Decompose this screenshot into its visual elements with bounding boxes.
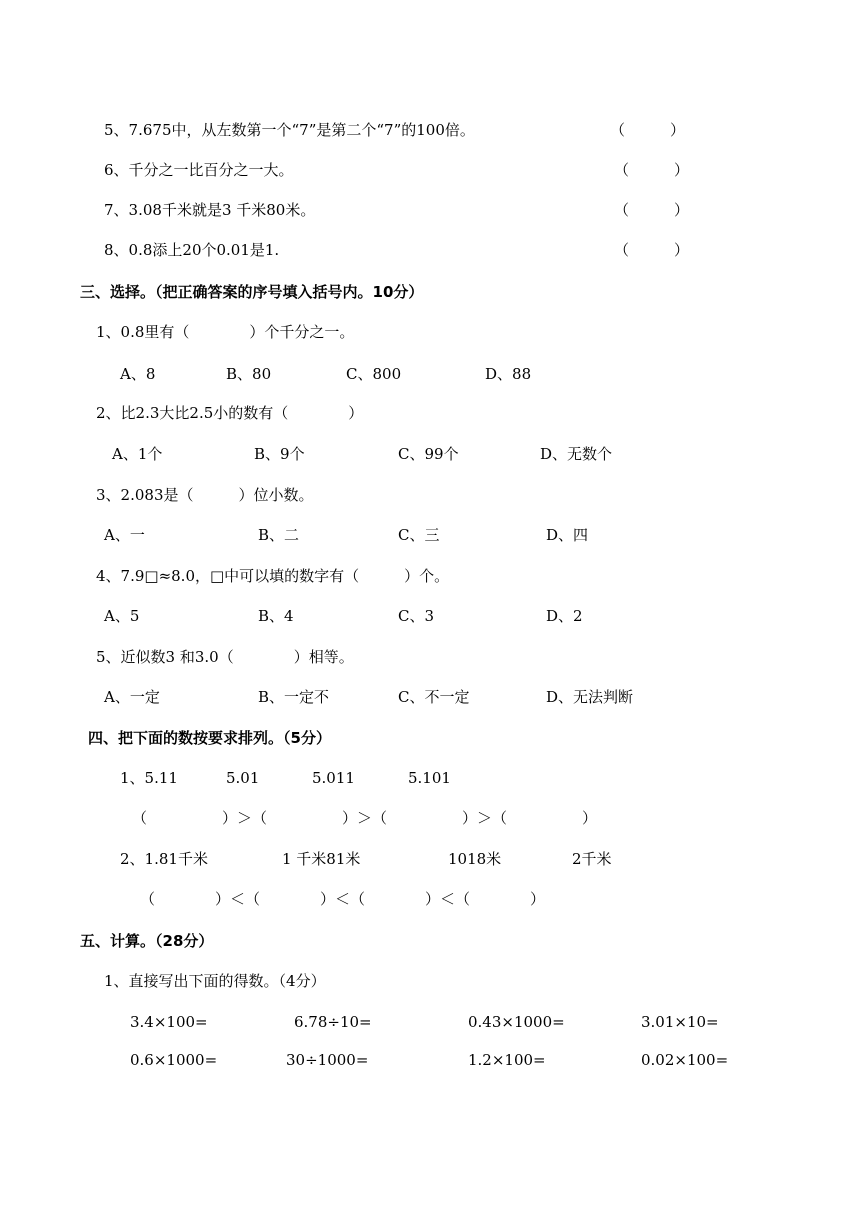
judge-item-8: 8、0.8添上20个0.01是1. <box>104 241 280 259</box>
judge-paren-8: （ ） <box>614 241 690 259</box>
order-q1-blanks: （ ）＞（ ）＞（ ）＞（ ） <box>132 809 598 827</box>
judge-paren-5: （ ） <box>610 121 686 139</box>
choice-q3: 3、2.083是（ ）位小数。 <box>96 486 314 504</box>
judge-paren-6: （ ） <box>614 161 690 179</box>
order-q2-num-4: 2千米 <box>572 850 612 868</box>
calc-r2-c3: 1.2×100= <box>468 1051 546 1069</box>
order-q1-num-2: 5.01 <box>226 769 260 787</box>
choice-q5-opt-c: C、不一定 <box>398 688 470 706</box>
section-5-title: 五、计算。（28分） <box>80 932 214 950</box>
choice-q5-opt-d: D、无法判断 <box>546 688 634 706</box>
choice-q1-opt-d: D、88 <box>485 365 532 383</box>
choice-q1: 1、0.8里有（ ）个千分之一。 <box>96 323 355 341</box>
choice-q2-opt-d: D、无数个 <box>540 445 613 463</box>
choice-q1-opt-c: C、800 <box>346 365 402 383</box>
order-q2-num-2: 1 千米81米 <box>282 850 361 868</box>
calc-r1-c4: 3.01×10= <box>641 1013 719 1031</box>
calc-r2-c2: 30÷1000= <box>286 1051 369 1069</box>
choice-q2-opt-b: B、9个 <box>254 445 305 463</box>
order-q1-first: 1、5.11 <box>120 769 178 787</box>
order-q2-first: 2、1.81千米 <box>120 850 208 868</box>
choice-q3-opt-d: D、四 <box>546 526 589 544</box>
choice-q1-opt-a: A、8 <box>120 365 156 383</box>
choice-q1-opt-b: B、80 <box>226 365 272 383</box>
order-q1-num-3: 5.011 <box>312 769 355 787</box>
choice-q3-opt-a: A、一 <box>104 526 145 544</box>
judge-item-7: 7、3.08千米就是3 千米80米。 <box>104 201 316 219</box>
calc-r1-c3: 0.43×1000= <box>468 1013 565 1031</box>
order-q1-num-4: 5.101 <box>408 769 451 787</box>
choice-q4: 4、7.9□≈8.0，□中可以填的数字有（ ）个。 <box>96 567 450 585</box>
judge-item-6: 6、千分之一比百分之一大。 <box>104 161 294 179</box>
calc-r1-c2: 6.78÷10= <box>294 1013 372 1031</box>
calc-r1-c1: 3.4×100= <box>130 1013 208 1031</box>
choice-q2-opt-a: A、1个 <box>112 445 163 463</box>
order-q2-blanks: （ ）＜（ ）＜（ ）＜（ ） <box>140 890 546 908</box>
choice-q4-opt-b: B、4 <box>258 607 294 625</box>
section-3-title: 三、选择。（把正确答案的序号填入括号内。10分） <box>80 283 424 301</box>
choice-q4-opt-c: C、3 <box>398 607 435 625</box>
calc-r2-c4: 0.02×100= <box>641 1051 729 1069</box>
choice-q4-opt-d: D、2 <box>546 607 583 625</box>
judge-item-5: 5、7.675中，从左数第一个“7”是第二个“7”的100倍。 <box>104 121 475 139</box>
choice-q5: 5、近似数3 和3.0（ ）相等。 <box>96 648 354 666</box>
section-4-title: 四、把下面的数按要求排列。（5分） <box>88 729 331 747</box>
choice-q2-opt-c: C、99个 <box>398 445 459 463</box>
choice-q3-opt-c: C、三 <box>398 526 440 544</box>
calc-r2-c1: 0.6×1000= <box>130 1051 218 1069</box>
choice-q5-opt-a: A、一定 <box>104 688 160 706</box>
choice-q5-opt-b: B、一定不 <box>258 688 330 706</box>
calc-sub-1: 1、直接写出下面的得数。（4分） <box>104 972 326 990</box>
order-q2-num-3: 1018米 <box>448 850 502 868</box>
choice-q3-opt-b: B、二 <box>258 526 300 544</box>
choice-q2: 2、比2.3大比2.5小的数有（ ） <box>96 404 364 422</box>
judge-paren-7: （ ） <box>614 201 690 219</box>
choice-q4-opt-a: A、5 <box>104 607 140 625</box>
